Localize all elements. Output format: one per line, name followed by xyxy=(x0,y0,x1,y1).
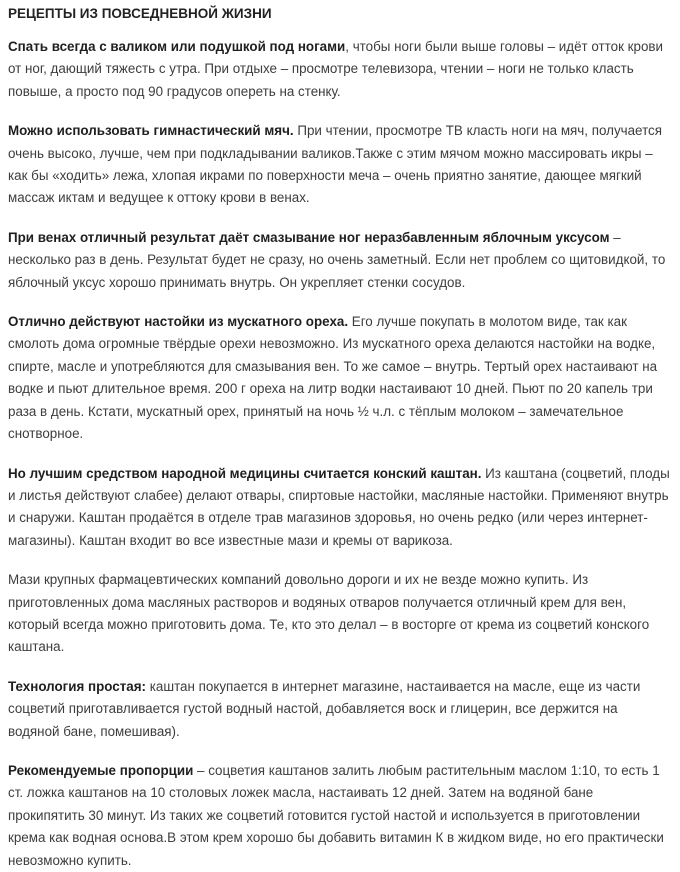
paragraph-body: каштан покупается в интернет магазине, настаивается на масле, еще из части соцветий приготавливается густой водный настой, добавляется воск и глицерин, все держится на водяной бане, помешивая). xyxy=(8,678,641,739)
paragraph-vinegar xyxy=(8,227,672,294)
paragraph-body: При чтении, просмотре ТВ класть ноги на мяч, получается очень высоко, лучше, чем при подкладывании валиков.Также с этим мячом можно массировать икры – как бы «ходить» лежа, хлопая икрами по поверхности меча – очень приятно занятие, дающее мягкий массаж иктам и ведущее к оттоку крови в венах. xyxy=(8,123,662,206)
paragraph-gym-ball xyxy=(8,120,672,210)
paragraph-lead: Но лучшим средством народной медицины считается конский каштан. xyxy=(8,465,482,481)
paragraph-body: , чтобы ноги были выше головы – идёт отток крови от ног, дающий тяжесть с утра. При отдыхе – просмотре телевизора, чтении – ноги не только класть повыше, а просто под 90 градусов опереть на стенку. xyxy=(8,39,664,99)
paragraph-body: – несколько раз в день. Результат будет не сразу, но очень заметный. Если нет проблем со щитовидкой, то яблочный уксус хорошо принимать внутрь. Он укрепляет стенки сосудов. xyxy=(8,229,666,290)
paragraph-body: Его лучше покупать в молотом виде, так как смолоть дома огромные твёрдые орехи невозможно. Из мускатного ореха делаются настойки на водке, спирте, масле и употребляются для смазывания вен. То же самое – внутрь. Тертый орех настаивают на водке и пьют длительное время. 200 г ореха на литр водки настаивают 10 дней. Пьют по 20 капель три раза в день. Кстати, мускатный орех, принятый на ночь ½ ч.л. с тёплым молоком – замечательное снотворное. xyxy=(8,314,658,442)
paragraph-pillow xyxy=(8,36,672,103)
paragraph-body: Из каштана (соцветий, плоды и листья действуют слабее) делают отвары, спиртовые настойки, масляные настойки. Применяют внутрь и снаружи. Каштан продаётся в отделе трав магазинов здоровья, но очень редко (или через интернет-магазины). Каштан входит во все известные мази и кремы от варикоза. xyxy=(8,465,670,548)
paragraph-technology xyxy=(8,676,672,743)
paragraph-lead: Рекомендуемые пропорции xyxy=(8,762,194,778)
paragraph-nutmeg xyxy=(8,311,672,445)
paragraph-body: – соцветия каштанов залить любым растительным маслом 1:10, то есть 1 ст. ложка каштанов на 10 столовых ложек масла, настаивать 12 дней. Затем на водяной бане прокипятить 30 минут. Из таких же соцветий готовится густой настой и используется в приготовлении крема как водная основа.В этом крем хорошо бы добавить витамин К в жидком виде, но его практически невозможно купить. xyxy=(8,762,664,868)
page-title: РЕЦЕПТЫ ИЗ ПОВСЕДНЕВНОЙ ЖИЗНИ xyxy=(8,6,272,21)
paragraph-lead: Технология простая: xyxy=(8,678,147,694)
paragraph-lead: Отлично действуют настойки из мускатного ореха. xyxy=(8,314,349,330)
paragraph-lead: При венах отличный результат даёт смазывание ног неразбавленным яблочным уксусом xyxy=(8,229,610,245)
paragraph-body: Мази крупных фармацевтических компаний довольно дороги и их не везде можно купить. Из приготовленных дома масляных растворов и водяных отваров получается отличный крем для вен, который всегда можно приготовить дома. Те, кто это делал – в восторге от крема из соцветий конского каштана. xyxy=(8,572,650,655)
paragraph-ointments xyxy=(8,569,672,659)
paragraph-lead: Спать всегда с валиком или подушкой под ногами xyxy=(8,39,346,54)
paragraph-lead: Можно использовать гимнастический мяч. xyxy=(8,123,294,139)
paragraph-chestnut xyxy=(8,463,672,553)
paragraph-proportions xyxy=(8,760,672,872)
